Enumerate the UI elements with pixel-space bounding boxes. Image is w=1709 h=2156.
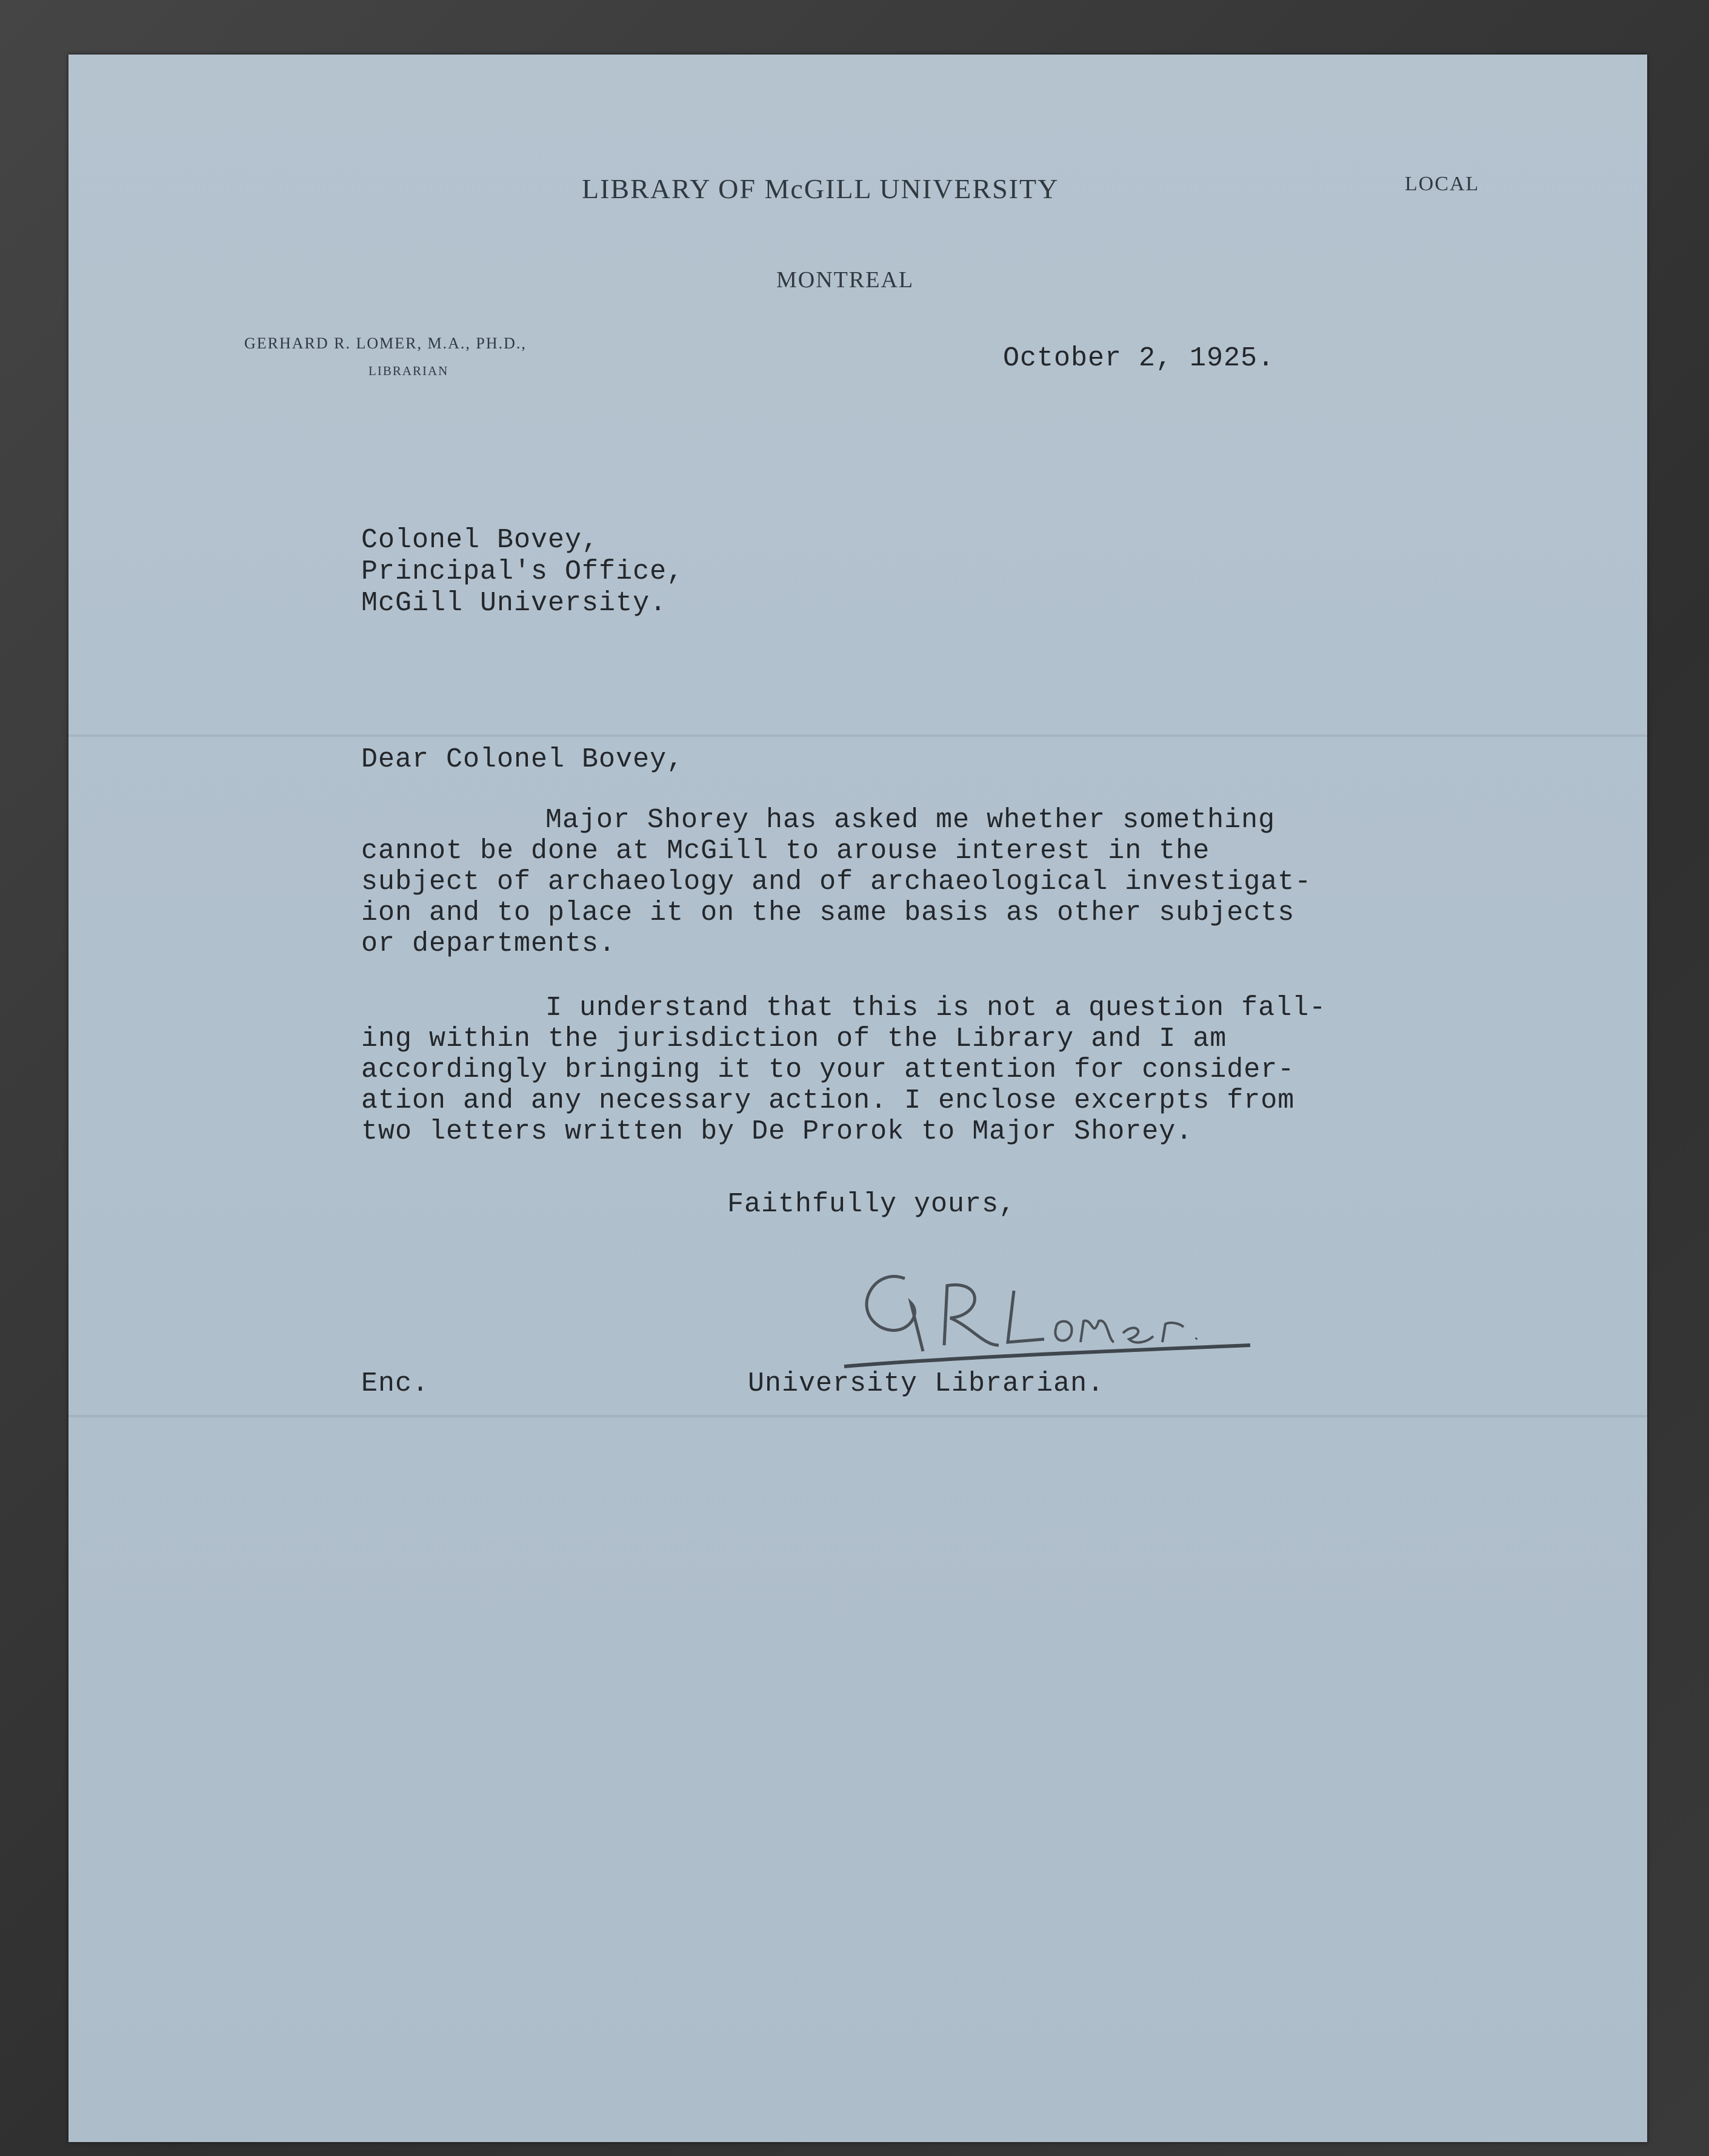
recipient-line: Colonel Bovey, — [361, 525, 599, 556]
body-line: ion and to place it on the same basis as other subjects — [361, 897, 1295, 928]
body-line: accordingly bringing it to your attention for consider- — [361, 1054, 1295, 1085]
body-line: cannot be done at McGill to arouse interest in the — [361, 836, 1210, 867]
letter-date: October 2, 1925. — [1003, 343, 1275, 374]
letterhead-librarian-title: LIBRARIAN — [368, 364, 449, 378]
fold-line — [68, 1415, 1647, 1417]
closing: Faithfully yours, — [727, 1189, 1016, 1220]
signer-title: University Librarian. — [748, 1368, 1105, 1399]
enclosure-note: Enc. — [361, 1368, 430, 1399]
body-line: Major Shorey has asked me whether something — [545, 805, 1276, 836]
body-paragraph — [361, 993, 1476, 1147]
body-line: I understand that this is not a question fall- — [545, 993, 1327, 1023]
recipient-address — [361, 525, 684, 619]
body-line: two letters written by De Prorok to Major Shorey. — [361, 1116, 1193, 1147]
letterhead-local-mark: LOCAL — [1405, 173, 1480, 195]
body-line: ation and any necessary action. I enclose excerpts from — [361, 1085, 1295, 1116]
body-paragraph — [361, 805, 1476, 959]
body-line: subject of archaeology and of archaeological investigat- — [361, 867, 1312, 897]
letterhead-institution: LIBRARY OF McGILL UNIVERSITY — [582, 173, 1059, 204]
salutation: Dear Colonel Bovey, — [361, 744, 684, 775]
recipient-line: Principal's Office, — [361, 556, 684, 587]
letter-sheet — [68, 55, 1647, 2142]
body-line: ing within the jurisdiction of the Library and I am — [361, 1023, 1227, 1054]
handwritten-signature — [832, 1242, 1268, 1379]
letterhead-librarian-name: GERHARD R. LOMER, M.A., PH.D., — [244, 334, 527, 352]
recipient-line: McGill University. — [361, 588, 667, 619]
letterhead-city: MONTREAL — [776, 267, 914, 293]
fold-line — [68, 734, 1647, 737]
body-line: or departments. — [361, 928, 616, 959]
